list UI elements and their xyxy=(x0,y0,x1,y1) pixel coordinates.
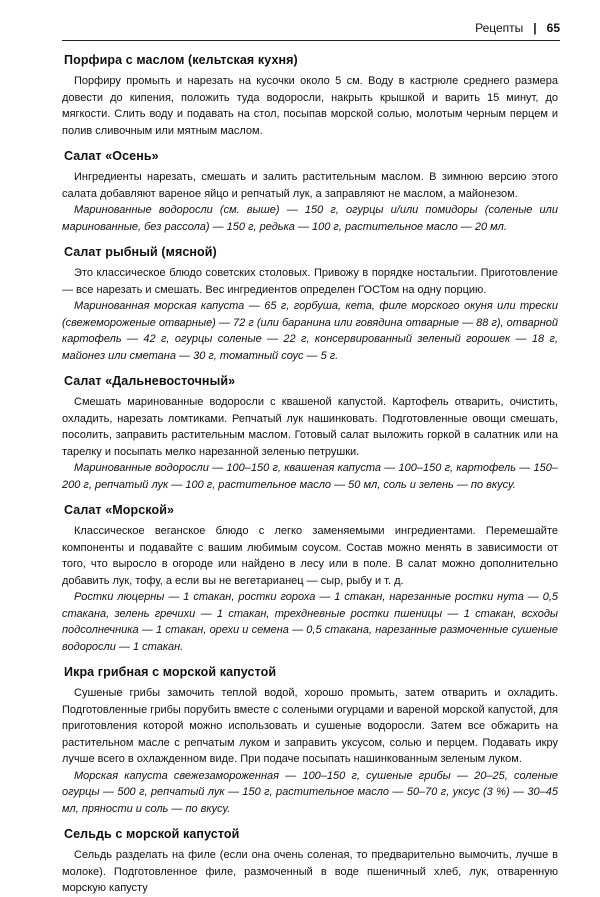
running-header xyxy=(62,16,560,41)
recipe-title: Сельдь с морской капустой xyxy=(64,827,240,841)
recipe-salad-sea xyxy=(62,503,558,655)
recipe-ingredients: Маринованная морская капуста — 65 г, горбуша, кета, филе морского окуня или трески (свежемороженые отварные) — 72 г (или баранина или говядина отварные — 88 г), отварной картофель — 42 г, огурцы соленые — 22 г, консервированный зеленый горошек — 18 г, майонез или сметана — 30 г, томатный соус — 5 г. xyxy=(62,300,558,362)
recipe-title: Салат «Морской» xyxy=(64,503,175,517)
recipe-instructions: Это классическое блюдо советских столовых. Привожу в порядке ностальгии. Приготовление — все нарезать и смешать. Вес ингредиентов определен ГОСТом на одну порцию. xyxy=(62,267,558,296)
recipe-title: Порфира с маслом (кельтская кухня) xyxy=(64,53,298,67)
recipe-title: Салат «Дальневосточный» xyxy=(64,374,236,388)
page-number: 65 xyxy=(546,21,560,35)
recipe-porfira xyxy=(62,53,558,139)
recipe-title: Салат рыбный (мясной) xyxy=(64,245,217,259)
recipe-title: Икра грибная с морской капустой xyxy=(64,665,277,679)
recipe-ingredients: Маринованные водоросли — 100–150 г, квашеная капуста — 100–150 г, картофель — 150–200 г, репчатый лук — 100 г, растительное масло — 50 мл, соль и зелень — по вкусу. xyxy=(62,462,558,491)
recipe-salad-fish xyxy=(62,245,558,364)
recipe-ingredients: Морская капуста свежезамороженная — 100–150 г, сушеные грибы — 20–25, соленые огурцы — 500 г, репчатый лук — 150 г, растительное масло — 50–70 г, уксус (3 %) — 30–45 мл, пряности и соль — по вкусу. xyxy=(62,769,558,815)
recipe-salad-autumn xyxy=(62,149,558,235)
section-title: Рецепты xyxy=(475,21,524,35)
recipe-title: Салат «Осень» xyxy=(64,149,159,163)
recipe-salad-far-east xyxy=(62,374,558,493)
recipe-ingredients: Маринованные водоросли (см. выше) — 150 г, огурцы и/или помидоры (соленые или маринованные, без рассола) — 150 г, редька — 100 г, растительное масло — 20 мл. xyxy=(62,204,558,233)
recipe-instructions: Порфиру промыть и нарезать на кусочки около 5 см. Воду в кастрюле среднего размера довести до кипения, положить туда водоросли, накрыть крышкой и варить 15 минут, до мягкости. Слить воду и подавать на стол, посыпав морской солью, молотым черным перцем и полив сливочным или мятным маслом. xyxy=(62,75,558,137)
recipe-herring xyxy=(62,827,558,897)
recipe-instructions: Ингредиенты нарезать, смешать и залить растительным маслом. В зимнюю версию этого салата добавляют вареное яйцо и репчатый лук, а заправляют не маслом, а майонезом. xyxy=(62,171,558,200)
recipe-instructions: Сушеные грибы замочить теплой водой, хорошо промыть, затем отварить и охладить. Подготовленные грибы порубить вместе с солеными огурцами и вареной морской капустой, для приготовления которой можно использовать и сушеные водоросли. Затем все обжарить на растительном масле с репчатым луком и заправить уксусом, солью и перцем. Подавать икру лучше всего в охлажденном виде. При подаче посыпать нашинкованным зеленым луком. xyxy=(62,687,558,765)
recipe-ingredients: Ростки люцерны — 1 стакан, ростки гороха — 1 стакан, нарезанные ростки нута — 0,5 стакана, зелень гречихи — 1 стакан, трехдневные ростки пшеницы — 1 стакан, всходы подсолнечника — 1 стакан, орехи и семена — 0,5 стакана, нарезанные размоченные сушеные водоросли — 1 стакан. xyxy=(62,591,558,653)
header-separator: | xyxy=(533,21,537,35)
recipe-instructions: Сельдь разделать на филе (если она очень соленая, то предварительно вымочить, лучше в молоке). Подготовленное филе, размоченный в воде пшеничный хлеб, лук, отваренную морскую капусту xyxy=(62,849,558,894)
recipe-mushroom-caviar xyxy=(62,665,558,817)
recipe-instructions: Классическое веганское блюдо с легко заменяемыми ингредиентами. Перемешайте компоненты и подавайте с вашим любимым соусом. Состав можно менять в зависимости от того, что выросло в огороде или найдено в лесу или в поле. В салат можно дополнительно добавить лук, тофу, а если вы не вегетарианец — сыр, рыбу и т. д. xyxy=(62,525,558,587)
recipe-instructions: Смешать маринованные водоросли с квашеной капустой. Картофель отварить, очистить, охладить, нарезать ломтиками. Репчатый лук нашинковать. Подготовленные овощи смешать, посолить, заправить растительным маслом. Готовый салат выложить горкой в салатник или на тарелку и посыпать мелко нарезанной зеленью петрушки. xyxy=(62,396,558,458)
